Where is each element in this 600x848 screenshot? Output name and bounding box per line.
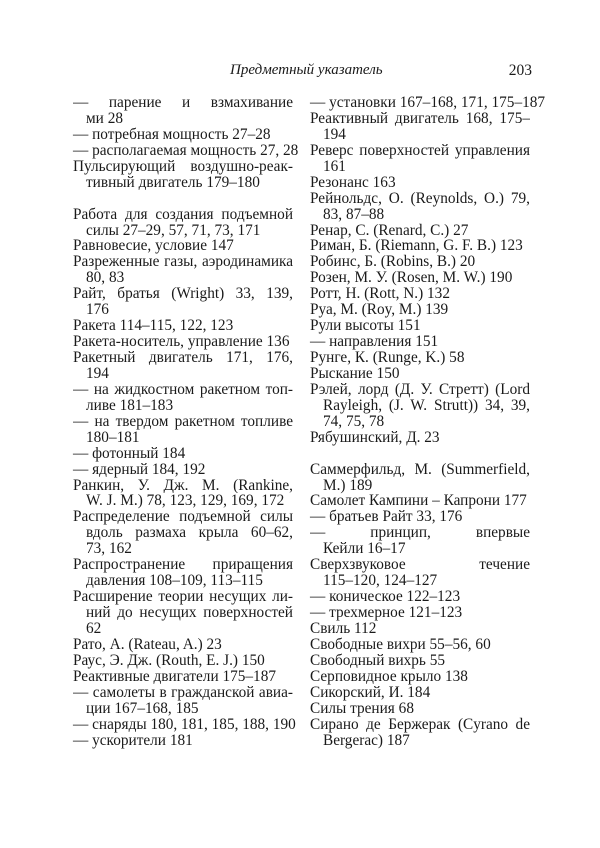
index-entry xyxy=(310,557,530,589)
index-entry xyxy=(310,605,530,621)
index-entry xyxy=(73,733,293,749)
index-entry xyxy=(310,382,530,430)
index-entry xyxy=(310,191,530,223)
index-entry xyxy=(73,159,293,191)
index-entry-line: Пульсирующий воздушно-реак- xyxy=(73,158,293,175)
index-entry-line: Реактивные двигатели 175–187 xyxy=(73,667,276,685)
index-entry-line: Руа, М. (Roy, M.) 139 xyxy=(310,301,449,319)
index-entry-line: — братьев Райт 33, 176 xyxy=(310,508,463,526)
index-entry xyxy=(73,446,293,462)
index-entry xyxy=(310,701,530,717)
index-entry xyxy=(310,685,530,701)
index-entry xyxy=(73,382,293,414)
index-entry-line: — фотонный 184 xyxy=(73,444,186,462)
index-entry-line: Ракета-носитель, управление 136 xyxy=(73,333,290,351)
index-entry-line: Ротт, Н. (Rott, N.) 132 xyxy=(310,285,450,303)
index-entry xyxy=(73,95,293,127)
index-entry-line: Rayleigh, (J. W. Strutt)) 34, 39, xyxy=(323,397,530,414)
index-entry xyxy=(73,238,293,254)
index-entry-line: 74, 75, 78 xyxy=(323,412,385,430)
index-entry-line: 180–181 xyxy=(86,428,140,446)
index-entry-line: давления 108–109, 113–115 xyxy=(86,572,263,590)
index-entry xyxy=(73,589,293,637)
index-entry-line: — располагаемая мощность 27, 28 xyxy=(73,141,299,159)
index-entry-line: 83, 87–88 xyxy=(323,205,385,223)
index-entry-line: — ускорители 181 xyxy=(73,731,193,749)
index-entry-line: Розен, М. У. (Rosen, M. W.) 190 xyxy=(310,269,513,287)
index-entry xyxy=(310,318,530,334)
index-entry-line: вдоль размаха крыла 60–62, xyxy=(86,525,293,542)
index-entry-line: Распространение приращения xyxy=(73,557,293,574)
index-entry-line: 73, 162 xyxy=(86,540,132,558)
index-entry-line: — направления 151 xyxy=(310,333,439,351)
index-entry-line: 62 xyxy=(86,619,102,637)
index-entry-line: Рато, А. (Rateau, A.) 23 xyxy=(73,635,222,653)
index-entry-line: Ракета 114–115, 122, 123 xyxy=(73,317,234,335)
index-entry-line: — снаряды 180, 181, 185, 188, 190 xyxy=(73,715,296,733)
index-entry-line: W. J. M.) 78, 123, 129, 169, 172 xyxy=(86,492,285,510)
index-entry-line: Равновесие, условие 147 xyxy=(73,237,234,255)
index-entry xyxy=(310,366,530,382)
index-entry xyxy=(73,715,296,733)
index-entry-line: Реверс поверхностей управления xyxy=(310,142,530,159)
index-entry-line: Сикорский, И. 184 xyxy=(310,683,431,701)
index-entry xyxy=(73,478,293,510)
index-entry-line: Сверхзвуковое течение xyxy=(310,557,530,574)
index-entry-line: Bergerac) 187 xyxy=(323,731,410,749)
index-entry-line: Кейли 16–17 xyxy=(323,540,406,558)
index-entry xyxy=(310,270,530,286)
index-entry xyxy=(310,717,530,749)
index-entry xyxy=(73,334,293,350)
index-entry xyxy=(310,493,530,509)
index-entry xyxy=(310,525,530,557)
index-entry-line: — принцип, впервые xyxy=(310,525,530,542)
index-entry-line: Свободные вихри 55–56, 60 xyxy=(310,635,491,653)
index-entry xyxy=(73,318,293,334)
index-entry xyxy=(73,350,293,382)
index-entry-line: 80, 83 xyxy=(86,269,125,287)
index-entry xyxy=(73,669,293,685)
index-letter-group xyxy=(310,94,546,446)
index-entry-line: — трехмерное 121–123 xyxy=(310,604,463,621)
index-entry xyxy=(73,509,293,557)
index-entry-line: Самолет Кампини – Капрони 177 xyxy=(310,492,527,510)
index-entry-line: Робинс, Б. (Robins, B.) 20 xyxy=(310,253,476,271)
index-entry xyxy=(310,286,530,302)
running-header-title: Предметный указатель xyxy=(230,62,383,78)
index-entry-line: — коническое 122–123 xyxy=(310,588,461,606)
index-entry xyxy=(310,223,530,239)
index-entry-line: Ренар, С. (Renard, C.) 27 xyxy=(310,221,469,239)
index-entry-line: Рябушинский, Д. 23 xyxy=(310,428,440,446)
index-entry xyxy=(310,302,530,318)
index-entry-line: Райт, братья (Wright) 33, 139, xyxy=(73,286,293,303)
index-letter-group xyxy=(310,462,530,749)
index-entry-line: ми 28 xyxy=(86,109,123,127)
index-entry xyxy=(310,462,530,494)
index-entry xyxy=(310,254,530,270)
index-entry xyxy=(73,557,293,589)
index-entry xyxy=(73,637,293,653)
index-entry-line: — потребная мощность 27–28 xyxy=(73,125,271,143)
index-entry-line: M.) 189 xyxy=(323,476,373,494)
index-entry-line: 176 xyxy=(86,301,109,319)
index-entry-line: Силы трения 68 xyxy=(310,699,414,717)
index-entry-line: Ранкин, У. Дж. М. (Rankine, xyxy=(73,477,293,494)
index-entry-line: Разреженные газы, аэродинамика xyxy=(73,254,293,271)
index-entry-line: Распределение подъемной силы xyxy=(73,509,293,526)
index-entry-line: Резонанс 163 xyxy=(310,173,396,191)
index-entry-line: силы 27–29, 57, 71, 73, 171 xyxy=(86,221,261,239)
index-entry xyxy=(73,462,293,478)
index-entry-line: Рунге, К. (Runge, K.) 58 xyxy=(310,349,465,366)
index-entry xyxy=(73,207,293,239)
index-entry-line: Рейнольдс, О. (Reynolds, O.) 79, xyxy=(310,190,530,207)
index-entry xyxy=(310,669,530,685)
index-entry xyxy=(73,286,293,318)
index-entry xyxy=(310,653,530,669)
index-entry-line: Рыскание 150 xyxy=(310,364,400,382)
index-entry xyxy=(310,334,530,350)
index-entry xyxy=(310,238,530,254)
index-entry-line: Риман, Б. (Riemann, G. F. B.) 123 xyxy=(310,237,523,255)
index-entry-line: 161 xyxy=(323,157,346,175)
index-entry-line: ливе 181–183 xyxy=(86,396,174,414)
index-entry-line: — на жидкостном ракетном топ- xyxy=(73,381,293,398)
index-entry-line: Реактивный двигатель 168, 175– xyxy=(310,110,530,127)
index-entry-line: — ядерный 184, 192 xyxy=(73,460,206,478)
index-entry xyxy=(73,653,293,669)
index-entry xyxy=(310,111,530,143)
index-entry xyxy=(310,637,530,653)
index-entry-line: ний до несущих поверхностей xyxy=(86,605,293,621)
index-entry-line: 194 xyxy=(323,125,346,143)
index-entry-line: Саммерфильд, М. (Summerfield, xyxy=(310,461,530,478)
index-entry xyxy=(310,350,530,366)
index-entry-line: Раус, Э. Дж. (Routh, E. J.) 150 xyxy=(73,651,265,669)
index-entry-line: — самолеты в гражданской авиа- xyxy=(73,684,293,701)
index-entry xyxy=(310,509,530,525)
index-entry-line: тивный двигатель 179–180 xyxy=(86,173,260,191)
index-entry xyxy=(73,254,293,286)
index-entry-line: Расширение теории несущих ли- xyxy=(73,589,293,605)
index-entry xyxy=(73,127,293,143)
index-entry-line: Серповидное крыло 138 xyxy=(310,667,468,685)
index-letter-group xyxy=(73,95,299,191)
index-entry-line: — на твердом ракетном топливе xyxy=(73,413,293,430)
index-entry xyxy=(73,414,293,446)
index-entry-line: Рули высоты 151 xyxy=(310,317,421,335)
index-entry-line: Свободный вихрь 55 xyxy=(310,651,446,669)
index-entry xyxy=(310,143,530,175)
index-entry-line: Ракетный двигатель 171, 176, xyxy=(73,350,293,366)
index-entry xyxy=(310,621,530,637)
index-entry-line: 115–120, 124–127 xyxy=(323,572,438,590)
index-column-left xyxy=(73,95,299,749)
index-entry-line: Рэлей, лорд (Д. У. Стретт) (Lord xyxy=(310,381,530,398)
index-entry xyxy=(73,141,299,159)
index-entry xyxy=(310,175,530,191)
page-number: 203 xyxy=(508,62,532,79)
index-entry xyxy=(310,589,530,605)
index-entry-line: Сирано де Бержерак (Cyrano de xyxy=(310,716,530,733)
index-entry-line: Свиль 112 xyxy=(310,619,377,637)
index-column-right xyxy=(310,94,546,749)
index-entry-line: — установки 167–168, 171, 175–187 xyxy=(310,94,546,111)
index-letter-group xyxy=(73,206,296,749)
index-entry-line: Работа для создания подъемной xyxy=(73,206,293,223)
index-entry-line: ции 167–168, 185 xyxy=(86,699,199,717)
index-entry-line: 194 xyxy=(86,364,109,382)
index-entry-line: — парение и взмахивание xyxy=(73,95,293,111)
index-entry xyxy=(73,685,293,717)
index-entry xyxy=(310,94,546,111)
index-entry xyxy=(310,430,530,446)
